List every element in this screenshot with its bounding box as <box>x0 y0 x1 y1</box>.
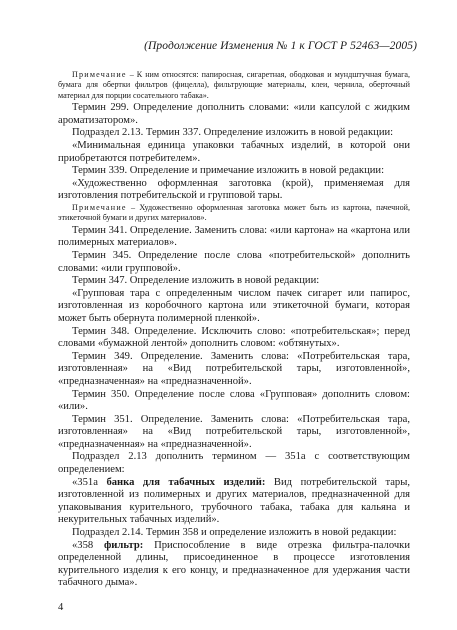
text-paragraph <box>58 102 410 127</box>
paragraph-text: Подраздел 2.14. Термин 358 и определение изложить в новой редакции: <box>72 527 397 539</box>
text-paragraph <box>58 477 410 527</box>
text-paragraph <box>58 140 410 165</box>
text-paragraph <box>58 351 410 389</box>
text-paragraph <box>58 275 410 288</box>
paragraph-text: Термин 299. Определение дополнить словами: «или капсулой с жидким ароматизатором». <box>58 102 410 126</box>
term-number: «351а <box>72 476 107 488</box>
text-paragraph <box>58 451 410 476</box>
paragraph-text: Вид потребительской тары, изготовленной из полимерных и других материалов, предназначенной для упаковывания курительного, трубочного табака, табака для кальяна и некурительных табачных изделий». <box>58 476 410 526</box>
page-number: 4 <box>58 602 64 613</box>
paragraph-text: Термин 348. Определение. Исключить слово: «потребительская»; перед словами «бумажной лентой» дополнить словом: «обтянутых». <box>58 325 410 350</box>
paragraph-text: – Художественно оформленная заготовка может быть из картона, пачечной, этикеточной бумаги и других материалов». <box>58 202 410 223</box>
term-name: банка для табачных изделий: <box>106 476 266 488</box>
note-paragraph <box>58 70 410 101</box>
text-paragraph <box>58 250 410 275</box>
paragraph-text: Термин 345. Определение после слова «потребительской» дополнить словами: «или групповой». <box>58 249 410 274</box>
text-paragraph <box>58 288 410 326</box>
paragraph-text: «Художественно оформленная заготовка (крой), применяемая для изготовления потребительской и групповой тары. <box>58 177 410 202</box>
text-paragraph <box>58 527 410 540</box>
paragraph-text: Термин 349. Определение. Заменить слова: «Потребительская тара, изготовленная» на «Вид потребительской тары, изготовленной», «предназначенная» на «предназначенной». <box>58 350 410 387</box>
paragraph-text: Приспособление в виде отрезка фильтра-палочки определенной длины, присоединенное в процессе изготовления курительного изделия к его концу, и предназначенное для удержания части табачного дыма». <box>58 539 410 589</box>
note-label: Примечание <box>72 202 127 212</box>
paragraph-text: Термин 341. Определение. Заменить слова: «или картона» на «картона или полимерных материалов». <box>58 224 410 249</box>
text-paragraph <box>58 127 410 140</box>
page-header: (Продолжение Изменения № 1 к ГОСТ Р 52463—2005) <box>144 40 417 52</box>
text-paragraph <box>58 540 410 590</box>
note-paragraph <box>58 203 410 224</box>
paragraph-text: Термин 350. Определение после слова «Групповая» дополнить словом: «или». <box>58 388 410 413</box>
paragraph-text: «Минимальная единица упаковки табачных изделий, в которой они приобретаются потребителем». <box>58 140 410 164</box>
paragraph-text: Подраздел 2.13. Термин 337. Определение изложить в новой редакции: <box>72 127 394 139</box>
paragraph-text: – К ним относятся: папиросная, сигаретная, ободковая и мундштучная бумага, бумага для обертки фильтров (фицелла), фильтрующие материалы, клеи, чернила, оберточный материал для порции сосательного табака». <box>58 70 410 100</box>
text-paragraph <box>58 389 410 414</box>
paragraph-text: Термин 347. Определение изложить в новой редакции: <box>72 275 320 287</box>
paragraph-text: Подраздел 2.13 дополнить термином — 351а с соответствующим определением: <box>58 451 410 476</box>
term-number: «358 <box>72 539 104 551</box>
text-paragraph <box>58 225 410 250</box>
text-paragraph <box>58 165 410 178</box>
paragraph-text: Термин 339. Определение и примечание изложить в новой редакции: <box>72 165 385 177</box>
text-paragraph <box>58 326 410 351</box>
document-body <box>58 70 410 590</box>
term-name: фильтр: <box>103 539 144 551</box>
paragraph-text: «Групповая тара с определенным числом пачек сигарет или папирос, изготовленная из коробочного картона или этикеточной бумаги, которая может быть обернута полимерной пленкой». <box>58 287 410 324</box>
note-label: Примечание <box>72 70 127 79</box>
paragraph-text: Термин 351. Определение. Заменить слова: «Потребительская тара, изготовленная» на «Вид потребительской тары, изготовленной», «предназначенная» на «предназначенной». <box>58 413 410 450</box>
text-paragraph <box>58 178 410 203</box>
text-paragraph <box>58 414 410 452</box>
